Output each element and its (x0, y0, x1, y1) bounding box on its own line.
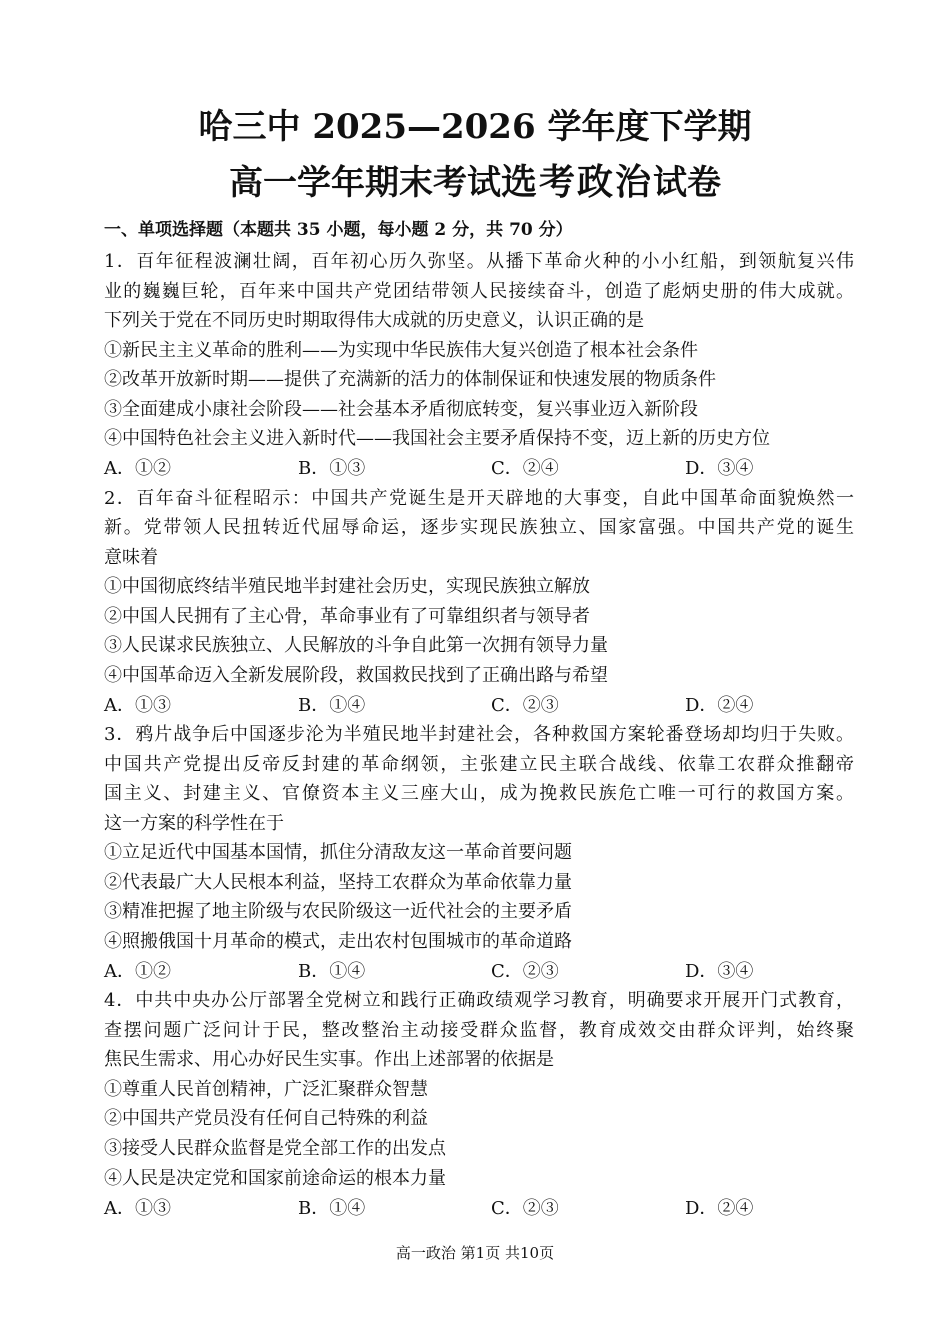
q1-option-a: A．①② (104, 458, 171, 479)
q3-statement-3: ③精准把握了地主阶级与农民阶级这一近代社会的主要矛盾 (104, 901, 572, 922)
q2-stem-line3: 意味着 (104, 547, 158, 568)
section-heading: 一、单项选择题（本题共 35 小题，每小题 2 分，共 70 分） (104, 220, 573, 240)
exam-title-line2 (0, 160, 950, 205)
q3-stem-line4: 这一方案的科学性在于 (104, 813, 284, 834)
q1-option-c: C．②④ (491, 458, 559, 479)
q2-option-c: C．②③ (491, 695, 559, 716)
q1-stem-line3: 下列关于党在不同历史时期取得伟大成就的历史意义，认识正确的是 (104, 310, 644, 331)
q1-statement-3: ③全面建成小康社会阶段——社会基本矛盾彻底转变，复兴事业迈入新阶段 (104, 399, 698, 420)
q3-option-a: A．①② (104, 961, 171, 982)
q1-option-d: D．③④ (685, 458, 754, 479)
exam-title-line1: 哈三中 2025—2026 学年度下学期 (198, 107, 752, 147)
q3-statement-1: ①立足近代中国基本国情，抓住分清敌友这一革命首要问题 (104, 842, 572, 863)
q4-statement-2: ②中国共产党员没有任何自己特殊的利益 (104, 1108, 428, 1129)
q3-option-d: D．③④ (685, 961, 754, 982)
q2-option-d: D．②④ (685, 695, 754, 716)
q3-statement-4: ④照搬俄国十月革命的模式，走出农村包围城市的革命道路 (104, 931, 572, 952)
title-subject: 选考政治 (500, 161, 653, 203)
q3-statement-2: ②代表最广大人民根本利益，坚持工农群众为革命依靠力量 (104, 872, 572, 893)
q4-option-b: B．①④ (298, 1198, 366, 1219)
title-suffix: 试卷 (653, 163, 721, 203)
q4-option-c: C．②③ (491, 1198, 559, 1219)
title-prefix: 高一学年期末考试 (228, 163, 501, 203)
q3-stem-line2: 中国共产党提出反帝反封建的革命纲领，主张建立民主联合战线、依靠工农群众推翻帝 (104, 754, 854, 775)
q4-stem-line2: 查摆问题广泛问计于民，整改整治主动接受群众监督，教育成效交由群众评判，始终聚 (104, 1020, 854, 1041)
q4-stem-line1: 4．中共中央办公厅部署全党树立和践行正确政绩观学习教育，明确要求开展开门式教育， (104, 990, 854, 1011)
q4-statement-4: ④人民是决定党和国家前途命运的根本力量 (104, 1168, 446, 1189)
q4-option-a: A．①③ (104, 1198, 171, 1219)
q1-statement-4: ④中国特色社会主义进入新时代——我国社会主要矛盾保持不变，迈上新的历史方位 (104, 428, 770, 449)
q4-statement-3: ③接受人民群众监督是党全部工作的出发点 (104, 1138, 446, 1159)
q4-stem-line3: 焦民生需求、用心办好民生实事。作出上述部署的依据是 (104, 1049, 554, 1070)
q1-statement-2: ②改革开放新时期——提供了充满新的活力的体制保证和快速发展的物质条件 (104, 369, 716, 390)
q3-option-c: C．②③ (491, 961, 559, 982)
q1-option-b: B．①③ (298, 458, 366, 479)
q2-option-b: B．①④ (298, 695, 366, 716)
q2-statement-1: ①中国彻底终结半殖民地半封建社会历史，实现民族独立解放 (104, 576, 590, 597)
q4-statement-1: ①尊重人民首创精神，广泛汇聚群众智慧 (104, 1079, 428, 1100)
q2-statement-4: ④中国革命迈入全新发展阶段，救国救民找到了正确出路与希望 (104, 665, 608, 686)
q2-stem-line2: 新。党带领人民扭转近代屈辱命运，逐步实现民族独立、国家富强。中国共产党的诞生 (104, 517, 854, 538)
q2-stem-line1: 2．百年奋斗征程昭示：中国共产党诞生是开天辟地的大事变，自此中国革命面貌焕然一 (104, 488, 854, 509)
q3-stem-line3: 国主义、封建主义、官僚资本主义三座大山，成为挽救民族危亡唯一可行的救国方案。 (104, 783, 854, 804)
q2-option-a: A．①③ (104, 695, 171, 716)
q3-stem-line1: 3．鸦片战争后中国逐步沦为半殖民地半封建社会，各种救国方案轮番登场却均归于失败。 (104, 724, 854, 745)
q2-statement-2: ②中国人民拥有了主心骨，革命事业有了可靠组织者与领导者 (104, 606, 590, 627)
q4-option-d: D．②④ (685, 1198, 754, 1219)
q1-stem-line2: 业的巍巍巨轮，百年来中国共产党团结带领人民接续奋斗，创造了彪炳史册的伟大成就。 (104, 281, 854, 302)
q3-option-b: B．①④ (298, 961, 366, 982)
q1-statement-1: ①新民主主义革命的胜利——为实现中华民族伟大复兴创造了根本社会条件 (104, 340, 698, 361)
q2-statement-3: ③人民谋求民族独立、人民解放的斗争自此第一次拥有领导力量 (104, 635, 608, 656)
q1-stem-line1: 1．百年征程波澜壮阔，百年初心历久弥坚。从播下革命火种的小小红船，到领航复兴伟 (104, 251, 854, 272)
page-footer: 高一政治 第1页 共10页 (395, 1244, 555, 1262)
